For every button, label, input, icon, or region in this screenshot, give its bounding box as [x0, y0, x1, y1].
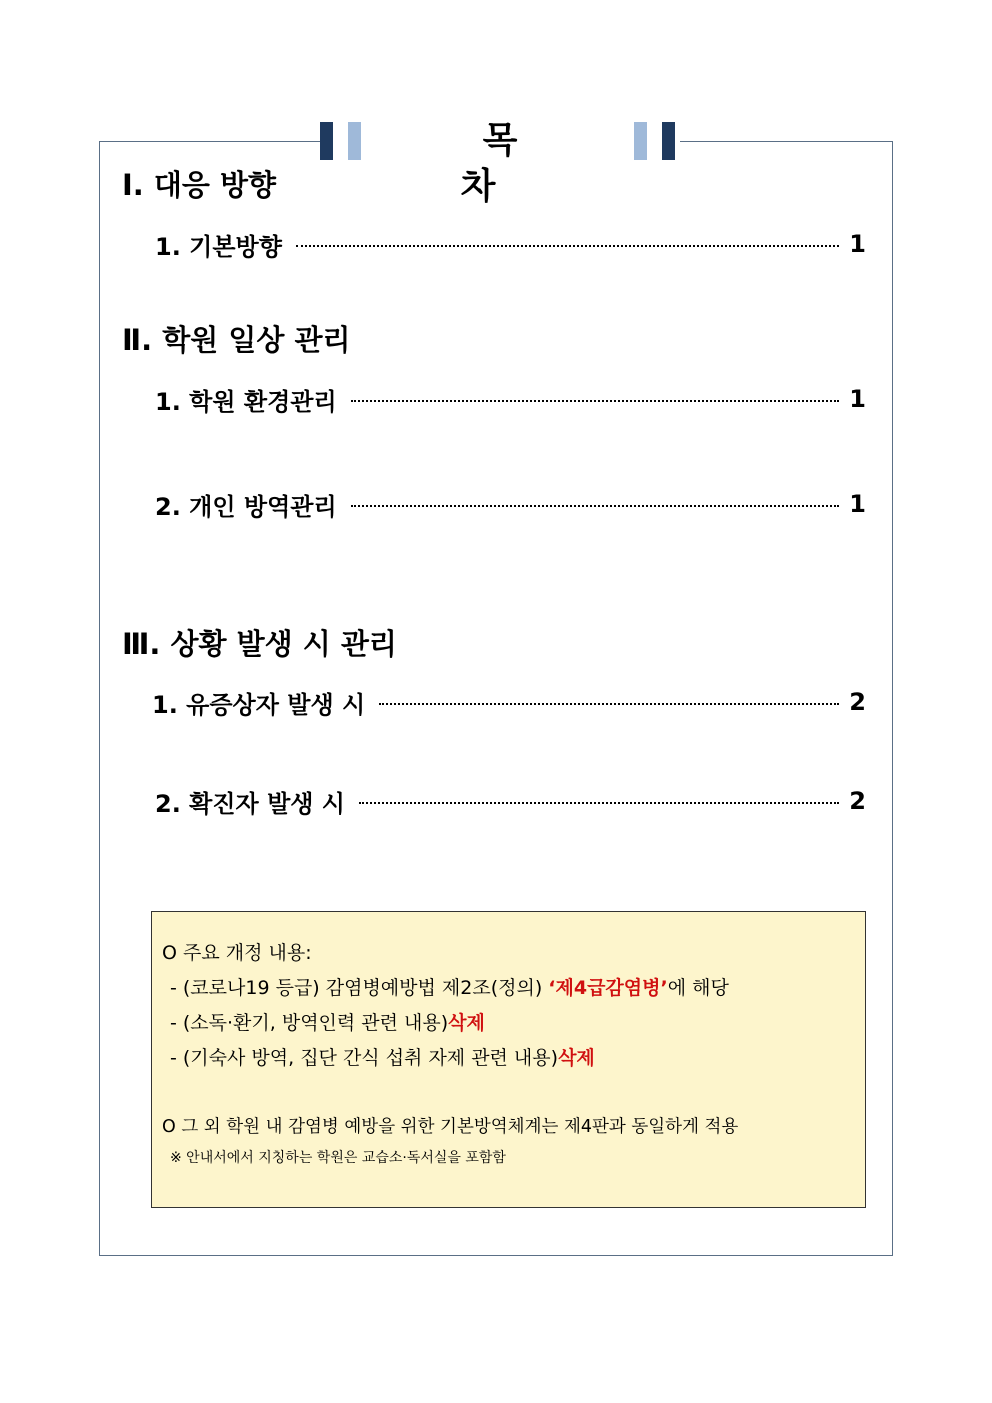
- note-item: [170, 1008, 485, 1035]
- note-remark: ※ 안내서에서 지칭하는 학원은 교습소·독서실을 포함함: [170, 1150, 506, 1166]
- title-bar-decoration: [634, 122, 647, 160]
- toc-entry-page: 1: [849, 490, 866, 518]
- leader-dots: [351, 400, 840, 402]
- title-bar-decoration: [320, 122, 333, 160]
- leader-dots: [351, 505, 840, 507]
- title-bar-decoration: [348, 122, 361, 160]
- toc-entry-label: 1. 기본방향: [155, 232, 282, 261]
- note-item-highlight: 삭제: [448, 1012, 485, 1034]
- toc-entry[interactable]: [155, 382, 866, 416]
- toc-entry-page: 1: [849, 385, 866, 413]
- toc-entry-page: 2: [849, 787, 866, 815]
- leader-dots: [296, 245, 839, 247]
- toc-entry[interactable]: [155, 784, 866, 818]
- title-bar-decoration: [662, 122, 675, 160]
- section-heading: Ⅲ. 상황 발생 시 관리: [122, 627, 397, 661]
- note-item-text: - (소독·환기, 방역인력 관련 내용): [170, 1012, 449, 1034]
- toc-entry-label: 2. 개인 방역관리: [155, 492, 337, 521]
- toc-entry[interactable]: [152, 685, 866, 719]
- note-item-text: - (기숙사 방역, 집단 간식 섭취 자제 관련 내용): [170, 1047, 559, 1069]
- note-heading: O 주요 개정 내용:: [162, 942, 312, 964]
- toc-entry-label: 2. 확진자 발생 시: [155, 789, 345, 818]
- leader-dots: [359, 802, 839, 804]
- toc-entry[interactable]: [155, 487, 866, 521]
- page-title: 목 차: [460, 120, 562, 207]
- section-heading: Ⅰ. 대응 방향: [122, 168, 277, 202]
- toc-title-block: [320, 118, 680, 207]
- note-item-highlight: ‘제4급감염병’: [548, 977, 668, 999]
- toc-entry[interactable]: [155, 227, 866, 261]
- leader-dots: [379, 703, 839, 705]
- toc-entry-page: 1: [849, 230, 866, 258]
- section-heading: Ⅱ. 학원 일상 관리: [122, 323, 351, 357]
- note-item: [170, 1043, 595, 1070]
- note-item: [170, 973, 729, 1000]
- note-item-text: - (코로나19 등급) 감염병예방법 제2조(정의): [170, 977, 549, 999]
- note-item-highlight: 삭제: [558, 1047, 595, 1069]
- note-item-text: 에 해당: [667, 977, 729, 999]
- toc-entry-label: 1. 학원 환경관리: [155, 387, 337, 416]
- note-other: O 그 외 학원 내 감염병 예방을 위한 기본방역체계는 제4판과 동일하게 적용: [162, 1117, 739, 1137]
- revision-note-box: [151, 911, 866, 1208]
- toc-entry-label: 1. 유증상자 발생 시: [152, 690, 366, 719]
- toc-entry-page: 2: [849, 688, 866, 716]
